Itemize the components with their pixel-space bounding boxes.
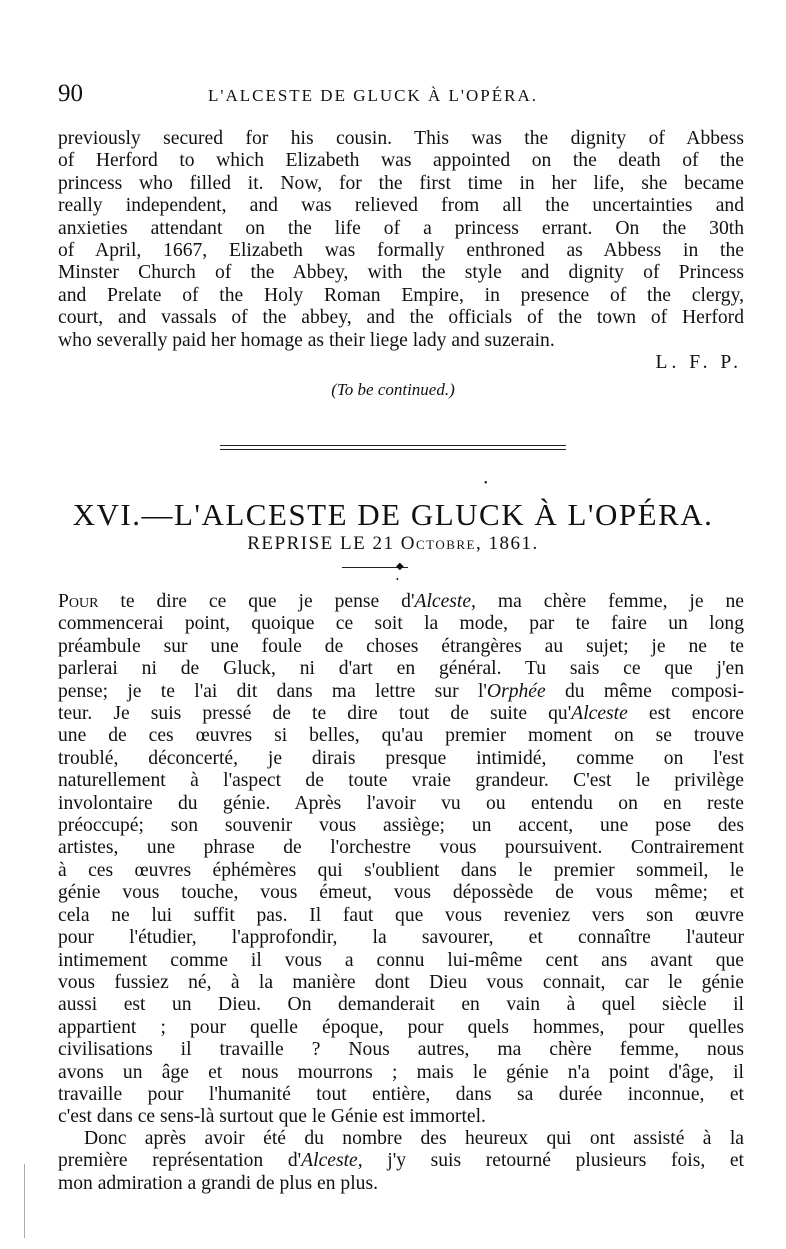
text-line: intimement comme il vous a connu lui-même cent ans avant que [58, 949, 744, 971]
text-line: appartient ; pour quelle époque, pour quels hommes, pour quelles [58, 1016, 744, 1038]
text-line: previously secured for his cousin. This was the dignity of Abbess [58, 128, 744, 149]
page-number: 90 [58, 80, 83, 107]
ornament-diamond: ◆ [396, 561, 404, 572]
text-line: vous fussiez né, à la manière dont Dieu vous connait, car le génie [58, 971, 744, 993]
text-line: aussi est un Dieu. On demanderait en vain à quel siècle il [58, 994, 744, 1016]
text-line: une de ces œuvres si belles, qu'au premier moment on se trouve [58, 725, 744, 747]
text-line: of April, 1667, Elizabeth was formally enthroned as Abbess in the [58, 240, 744, 262]
text-line: cela ne lui suffit pas. Il faut que vous reveniez vers son œuvre [58, 904, 744, 926]
text-line: troublé, déconcerté, je dirais presque intimidé, comme on l'est [58, 747, 744, 769]
text-line: court, and vassals of the abbey, and the officials of the town of Herford [58, 307, 744, 329]
text-line: mon admiration a grandi de plus en plus. [58, 1172, 378, 1194]
running-head [58, 80, 744, 110]
text-line: who severally paid her homage as their liege lady and suzerain. [58, 329, 555, 351]
subtitle-year: 1861. [488, 533, 539, 554]
text-line: anxieties attendant on the life of a princess errant. On the 30th [58, 217, 744, 239]
text-line: avons un âge et nous mourrons ; mais le génie n'a point d'âge, il [58, 1061, 744, 1083]
text-line: travaille pour l'humanité tout entière, dans sa durée inconnue, et [58, 1083, 744, 1105]
text-line: génie vous touche, vous émeut, vous dépossède de vous même; et [58, 882, 744, 904]
text-line: préoccupé; son souvenir vous assiège; un accent, une pose des [58, 815, 744, 837]
text-line: and Prelate of the Holy Roman Empire, in presence of the clergy, [58, 284, 744, 306]
paragraph-1 [58, 591, 744, 1129]
text-line: Pour te dire ce que je pense d'Alceste, ma chère femme, je ne [58, 591, 744, 612]
ornament-dot: • [484, 478, 488, 489]
text-line: really independent, and was relieved from all the uncertainties and [58, 195, 744, 217]
text-line: princess who filled it. Now, for the first time in her life, she became [58, 172, 744, 194]
text-line: c'est dans ce sens-là surtout que le Génie est immortel. [58, 1106, 486, 1128]
text-line: Donc après avoir été du nombre des heureux qui ont assisté à la [84, 1128, 744, 1149]
text-line: commencerai point, quoique ce soit la mode, par te faire un long [58, 613, 744, 635]
text-line: teur. Je suis pressé de te dire tout de suite qu'Alceste est encore [58, 703, 744, 725]
margin-mark [24, 1164, 25, 1238]
text-line: involontaire du génie. Après l'avoir vu ou entendu on en reste [58, 792, 744, 814]
text-line: civilisations il travaille ? Nous autres, ma chère femme, nous [58, 1039, 744, 1061]
first-word: Pour [58, 591, 99, 612]
text-line: naturellement à l'aspect de toute vraie grandeur. C'est le privilège [58, 770, 744, 792]
text-line: of Herford to which Elizabeth was appointed on the death of the [58, 150, 744, 172]
prior-article-text [58, 128, 744, 352]
continued-note: (To be continued.) [331, 380, 455, 399]
section-divider [220, 445, 566, 453]
text-line: pour l'étudier, l'approfondir, la savourer, et connaître l'auteur [58, 927, 744, 949]
ornament-dot-small: • [396, 575, 399, 584]
text-line: pense; je te l'ai dit dans ma lettre sur l'Orphée du même composi- [58, 680, 744, 702]
article-subtitle [0, 533, 786, 555]
author-signature: L. F. P. [655, 352, 742, 373]
subtitle-month: Octobre, [400, 533, 483, 554]
text-line: parlerai ni de Gluck, ni d'art en général. Tu sais ce que j'en [58, 658, 744, 680]
article-title: XVI.—L'ALCESTE DE GLUCK À L'OPÉRA. [72, 497, 714, 532]
text-line: à ces œuvres éphémères qui s'oublient dans le premier sommeil, le [58, 859, 744, 881]
paragraph-2 [58, 1128, 744, 1195]
text-line: préambule sur une foule de choses étrangères au sujet; je ne te [58, 635, 744, 657]
text-line: Minster Church of the Abbey, with the style and dignity of Princess [58, 262, 744, 284]
subtitle-prefix: REPRISE LE 21 [247, 533, 395, 554]
running-title: L'ALCESTE DE GLUCK À L'OPÉRA. [208, 86, 538, 105]
text-line: première représentation d'Alceste, j'y suis retourné plusieurs fois, et [58, 1150, 745, 1172]
text-line: artistes, une phrase de l'orchestre vous poursuivent. Contrairement [58, 837, 744, 859]
